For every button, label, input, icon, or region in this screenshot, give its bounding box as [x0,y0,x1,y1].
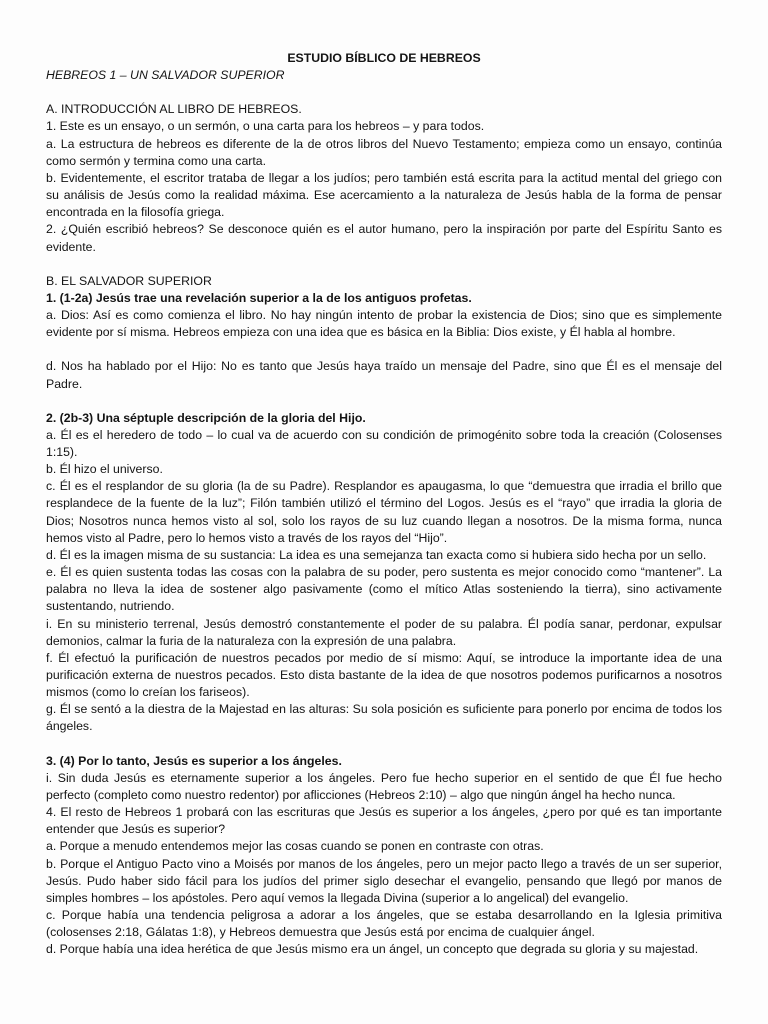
paragraph: 1. Este es un ensayo, o un sermón, o una carta para los hebreos – y para todos. [46,119,485,134]
paragraph: c. Porque había una tendencia peligrosa a adorar a los ángeles, que se estaba desarrollando en la Iglesia primitiva (colosenses 2:18, Gálatas 1:8), y Hebreos demuestra que Jesús está por encima de cualquier ángel. [46,908,722,940]
spacer [46,256,722,273]
paragraph: 2. ¿Quién escribió hebreos? Se desconoce quién es el autor humano, pero la inspiración por parte del Espíritu Santo es evidente. [46,222,722,254]
paragraph: d. Nos ha hablado por el Hijo: No es tanto que Jesús haya traído un mensaje del Padre, sino que Él es el mensaje del Padre. [46,359,722,391]
document-subtitle: HEBREOS 1 – UN SALVADOR SUPERIOR [46,68,285,83]
paragraph: b. Evidentemente, el escritor trataba de llegar a los judíos; pero también está escrita para la actitud mental del griego con su análisis de Jesús como la realidad máxima. Ese acercamiento a la naturaleza de Jesús habla de la forma de pensar encontrada en la filosofía griega. [46,170,722,220]
paragraph: b. Porque el Antiguo Pacto vino a Moisés por manos de los ángeles, pero un mejor pacto llego a través de un ser superior, Jesús. Pudo haber sido fácil para los judíos del primer siglo desechar el evangelio, pensando que llegó por manos de simples hombres – los apóstoles. Pero aquí vemos la llegada Divina (superior a lo angelical) del evangelio. [46,856,722,905]
paragraph: a. La estructura de hebreos es diferente de la de otros libros del Nuevo Testamento; empieza como un ensayo, continúa como sermón y termina como una carta. [46,136,722,168]
document-title: ESTUDIO BÍBLICO DE HEBREOS [287,51,481,65]
paragraph: d. Porque había una idea herética de que Jesús mismo era un ángel, un concepto que degrada su gloria y su majestad. [46,942,699,957]
paragraph: 4. El resto de Hebreos 1 probará con las escrituras que Jesús es superior a los ángeles, ¿pero por qué es tan importante entender que Jesús es superior? [46,805,722,837]
subsection-heading: 3. (4) Por lo tanto, Jesús es superior a los ángeles. [46,753,342,768]
subsection-heading: 2. (2b-3) Una séptuple descripción de la gloria del Hijo. [46,410,366,425]
spacer [46,393,722,410]
paragraph: i. Sin duda Jesús es eternamente superior a los ángeles. Pero fue hecho superior en el sentido de que Él fue hecho perfecto (completo como nuestro redentor) por aflicciones (Hebreos 2:10) – algo que ningún ángel ha hecho nunca. [46,770,722,802]
spacer [46,736,722,753]
paragraph: a. Porque a menudo entendemos mejor las cosas cuando se ponen en contraste con otras. [46,839,544,854]
spacer [46,341,722,358]
paragraph: a. Dios: Así es como comienza el libro. No hay ningún intento de probar la existencia de Dios; sino que es simplemente evidente por sí misma. Hebreos empieza con una idea que es básica en la Biblia: Dios existe, y Él habla al hombre. [46,308,722,340]
paragraph: c. Él es el resplandor de su gloria (la de su Padre). Resplandor es apaugasma, lo que “demuestra que irradia el brillo que resplandece de la fuente de la luz”; Filón también utilizó el término del Logos. Jesús es el “rayo” que irradia la gloria de Dios; Nosotros nunca hemos visto al sol, solo los rayos de su luz cuando llegan a nosotros. De la misma forma, nunca hemos visto al Padre, pero lo hemos visto a través de los rayos del “Hijo”. [46,479,722,545]
paragraph: f. Él efectuó la purificación de nuestros pecados por medio de sí mismo: Aquí, se introduce la importante idea de una purificación externa de nuestros pecados. Esto dista bastante de la idea de que nosotros podemos purificarnos a nosotros mismos (como lo creían los fariseos). [46,650,722,700]
spacer [46,84,722,101]
paragraph: b. Él hizo el universo. [46,462,163,477]
paragraph: i. En su ministerio terrenal, Jesús demostró constantemente el poder de su palabra. Él podía sanar, perdonar, expulsar demonios, calmar la furia de la naturaleza con la expresión de una palabra. [46,616,722,648]
paragraph: d. Él es la imagen misma de su sustancia: La idea es una semejanza tan exacta como si hubiera sido hecha por un sello. [46,547,707,562]
paragraph: e. Él es quien sustenta todas las cosas con la palabra de su poder, pero sustenta es mejor conocido como “mantener”. La palabra no lleva la idea de sostener algo pasivamente (como el mítico Atlas sosteniendo la tierra), sino activamente sustentando, nutriendo. [46,565,722,614]
section-b-heading: B. EL SALVADOR SUPERIOR [46,273,212,288]
document-body [46,50,722,959]
section-a-heading: A. INTRODUCCIÓN AL LIBRO DE HEBREOS. [46,102,302,117]
paragraph: a. Él es el heredero de todo – lo cual va de acuerdo con su condición de primogénito sobre toda la creación (Colosenses 1:15). [46,427,722,459]
subsection-heading: 1. (1-2a) Jesús trae una revelación superior a la de los antiguos profetas. [46,290,472,305]
paragraph: g. Él se sentó a la diestra de la Majestad en las alturas: Su sola posición es suficiente para ponerlo por encima de todos los ángeles. [46,702,722,734]
